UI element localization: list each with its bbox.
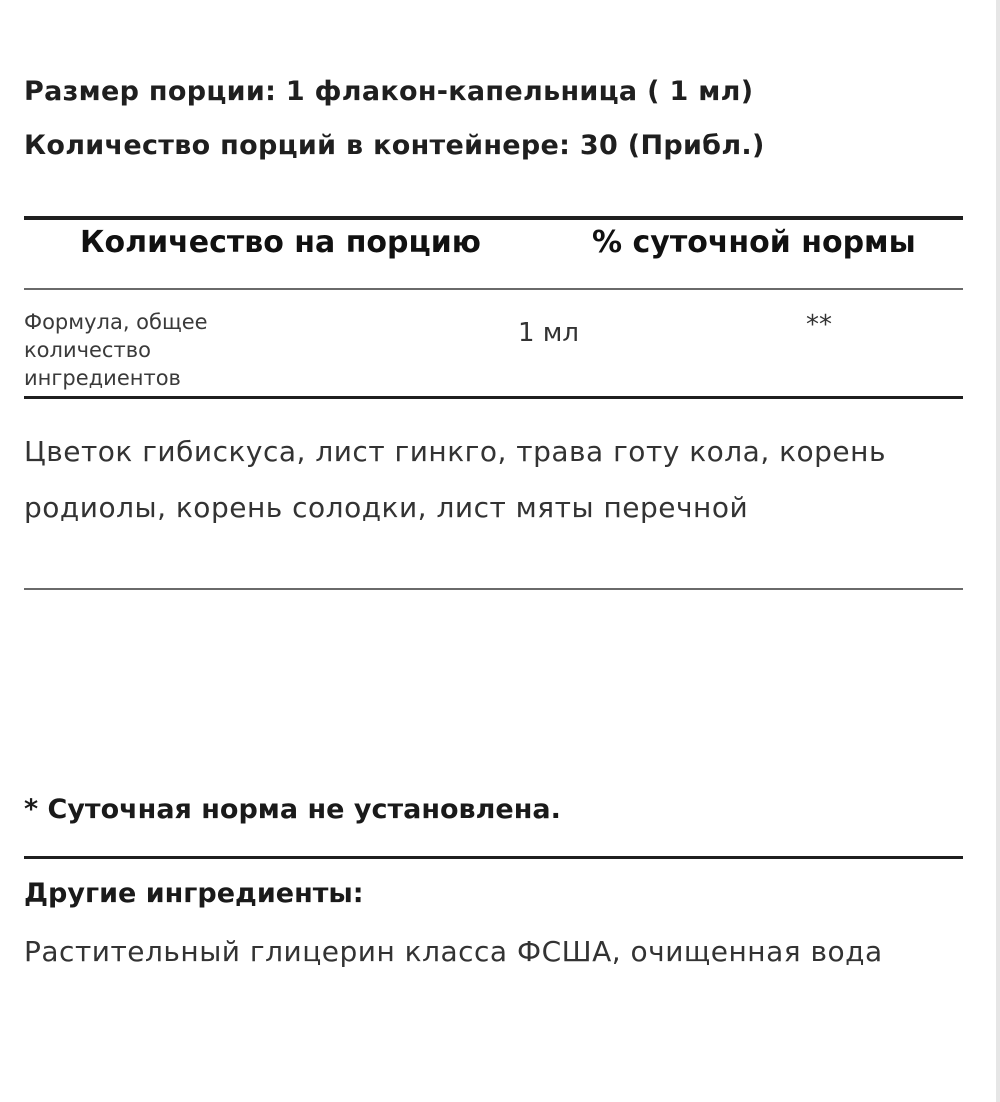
header-daily-value: % суточной нормы <box>592 225 916 260</box>
header-divider <box>24 288 963 290</box>
formula-amount: 1 мл <box>518 318 580 348</box>
formula-daily-value: ** <box>806 310 832 340</box>
formula-total-label: Формула, общее количество ингредиентов <box>24 310 208 390</box>
ingredients-list: Цветок гибискуса, лист гинкго, трава готу кола, корень родиолы, корень солодки, лист мяты перечной <box>24 435 886 524</box>
serving-size: Размер порции: 1 флакон-капельница ( 1 мл) <box>24 76 754 107</box>
table-top-rule <box>24 216 963 220</box>
page-edge <box>996 0 1000 1102</box>
table-bottom-rule <box>24 588 963 590</box>
row-divider <box>24 396 963 399</box>
other-ingredients-heading: Другие ингредиенты: <box>24 878 364 909</box>
other-ingredients-text: Растительный глицерин класса ФСША, очищенная вода <box>24 935 883 968</box>
daily-value-footnote: * Суточная норма не установлена. <box>24 794 561 825</box>
servings-per-container: Количество порций в контейнере: 30 (Прибл.) <box>24 130 765 161</box>
header-amount-per-serving: Количество на порцию <box>80 225 481 260</box>
footnote-rule <box>24 856 963 859</box>
